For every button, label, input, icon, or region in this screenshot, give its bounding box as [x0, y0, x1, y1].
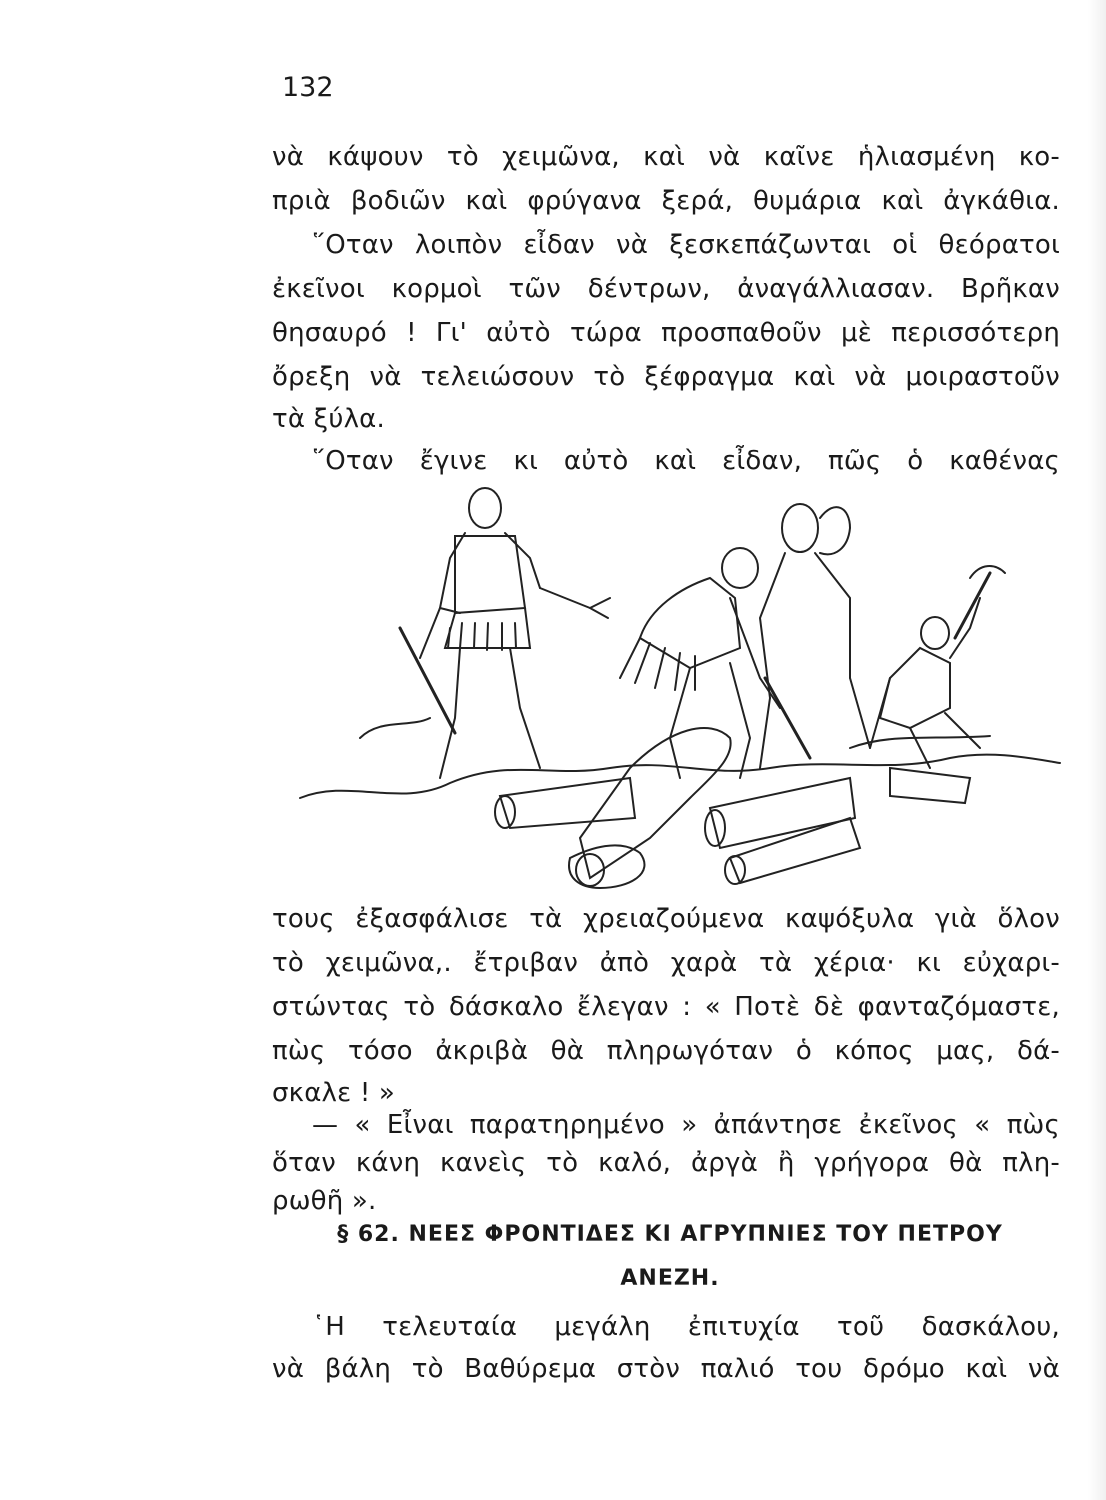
logs — [495, 728, 970, 888]
section-heading: § 62. ΝΕΕΣ ΦΡΟΝΤΙΔΕΣ ΚΙ ΑΓΡΥΠΝΙΕΣ ΤΟΥ ΠΕΤΡΟΥ — [337, 1222, 1003, 1247]
text-line: σκαλε ! » — [272, 1078, 396, 1108]
text-line: ῞Οταν ἔγινε κι αὐτὸ καὶ εἶδαν, πῶς ὁ καθένας — [312, 446, 1060, 476]
woodcutters-illustration — [290, 478, 1070, 898]
text-line: θησαυρό ! Γι' αὐτὸ τώρα προσπαθοῦν μὲ περισσότερη — [272, 318, 1060, 348]
text-line: πριὰ βοδιῶν καὶ φρύγανα ξερά, θυμάρια καὶ ἀγκάθια. — [272, 186, 1060, 216]
text-line: ὅταν κάνη κανεὶς τὸ καλό, ἀργὰ ἢ γρήγορα θὰ πλη- — [272, 1148, 1060, 1178]
text-line: νὰ βάλη τὸ Βαθύρεμα στὸν παλιό του δρόμο καὶ νὰ — [272, 1354, 1060, 1384]
text-line: — « Εἶναι παρατηρημένο » ἀπάντησε ἐκεῖνος « πὼς — [312, 1110, 1060, 1140]
text-line: ἐκεῖνοι κορμοὶ τῶν δέντρων, ἀναγάλλιασαν. Βρῆκαν — [272, 274, 1060, 304]
text-line: ρωθῆ ». — [272, 1186, 377, 1216]
text-line: ῞Οταν λοιπὸν εἶδαν νὰ ξεσκεπάζωνται οἱ θεόρατοι — [312, 230, 1060, 260]
figure-man-center — [620, 548, 810, 778]
page-number: 132 — [282, 72, 334, 103]
figure-man-right — [760, 504, 870, 768]
text-line: στώντας τὸ δάσκαλο ἔλεγαν : « Ποτὲ δὲ φανταζόμαστε, — [272, 992, 1060, 1022]
text-line: ὄρεξη νὰ τελειώσουν τὸ ξέφραγμα καὶ νὰ μοιραστοῦν — [272, 362, 1060, 392]
text-line: νὰ κάψουν τὸ χειμῶνα, καὶ νὰ καῖνε ἡλιασμένη κο- — [272, 142, 1060, 172]
text-line: ῾Η τελευταία μεγάλη ἐπιτυχία τοῦ δασκάλου, — [312, 1312, 1060, 1342]
figure-man-left — [400, 488, 610, 778]
text-line: τὰ ξύλα. — [272, 404, 385, 434]
scan-edge — [1088, 0, 1106, 1500]
text-line: τους ἐξασφάλισε τὰ χρειαζούμενα καψόξυλα γιὰ ὅλον — [272, 904, 1060, 934]
text-line: πὼς τόσο ἀκριβὰ θὰ πληρωγόταν ὁ κόπος μας, δά- — [272, 1036, 1060, 1066]
section-heading-continuation: ΑΝΕΖΗ. — [620, 1266, 720, 1291]
text-line: τὸ χειμῶνα,. ἔτριβαν ἀπὸ χαρὰ τὰ χέρια· κι εὐχαρι- — [272, 948, 1060, 978]
